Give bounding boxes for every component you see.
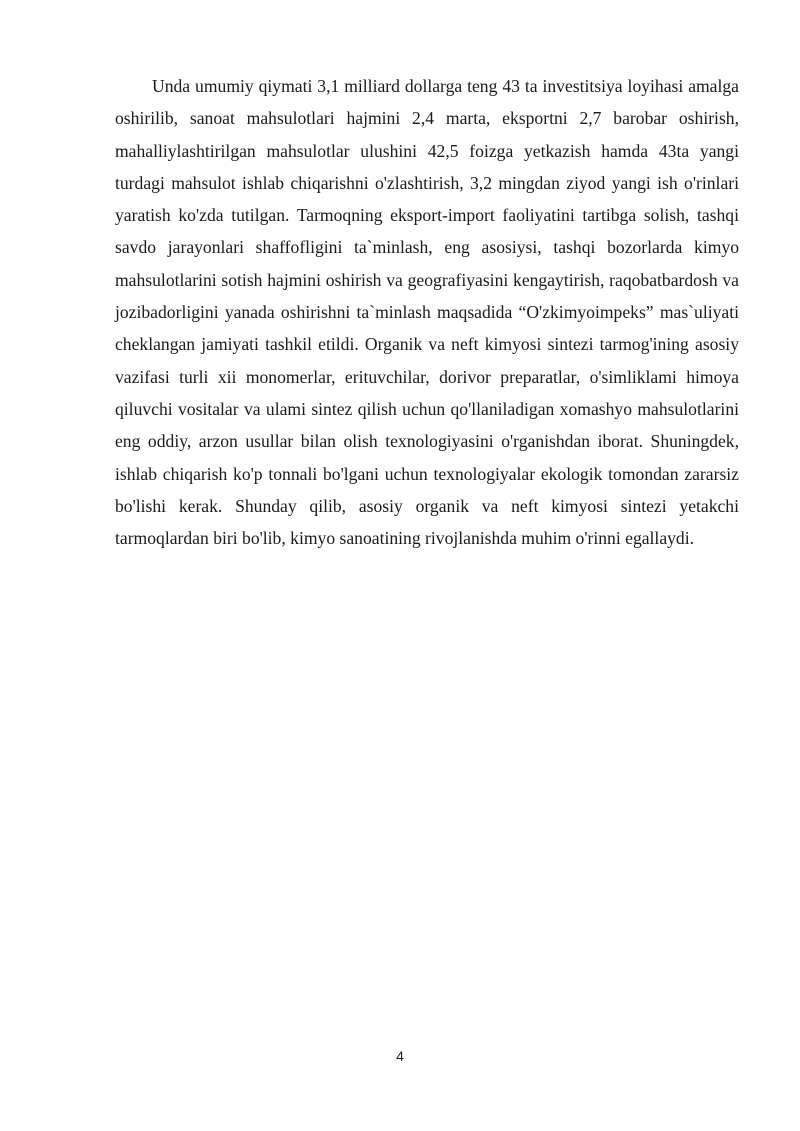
body-paragraph: Unda umumiy qiymati 3,1 milliard dollarga teng 43 ta investitsiya loyihasi amalga oshirilib, sanoat mahsulotlari hajmini 2,4 marta, eksportni 2,7 barobar oshirish, mahalliylashtirilgan mahsulotlar ulushini 42,5 foizga yetkazish hamda 43ta yangi turdagi mahsulot ishlab chiqarishni o'zlashtirish, 3,2 mingdan ziyod yangi ish o'rinlari yaratish ko'zda tutilgan. Tarmoqning eksport-import faoliyatini tartibga solish, tashqi savdo jarayonlari shaffofligini ta`minlash, eng asosiysi, tashqi bozorlarda kimyo mahsulotlarini sotish hajmini oshirish va geografiyasini kengaytirish, raqobatbardosh va jozibadorligini yanada oshirishni ta`minlash maqsadida “O'zkimyoimpeks” mas`uliyati cheklangan jamiyati tashkil etildi. Organik va neft kimyosi sintezi tarmog'ining asosiy vazifasi turli xii monomerlar, erituvchilar, dorivor preparatlar, o'simliklami himoya qiluvchi vositalar va ulami sintez qilish uchun qo'llaniladigan xomashyo mahsulotlarini eng oddiy, arzon usullar bilan olish texnologiyasini o'rganishdan iborat. Shuningdek, ishlab chiqarish ko'p tonnali bo'lgani uchun texnologiyalar ekologik tomondan zararsiz bo'lishi kerak. Shunday qilib, asosiy organik va neft kimyosi sintezi yetakchi tarmoqlardan biri bo'lib, kimyo sanoatining rivojlanishda muhim o'rinni egallaydi. <box>115 76 739 549</box>
page-number: 4 <box>396 1048 404 1064</box>
